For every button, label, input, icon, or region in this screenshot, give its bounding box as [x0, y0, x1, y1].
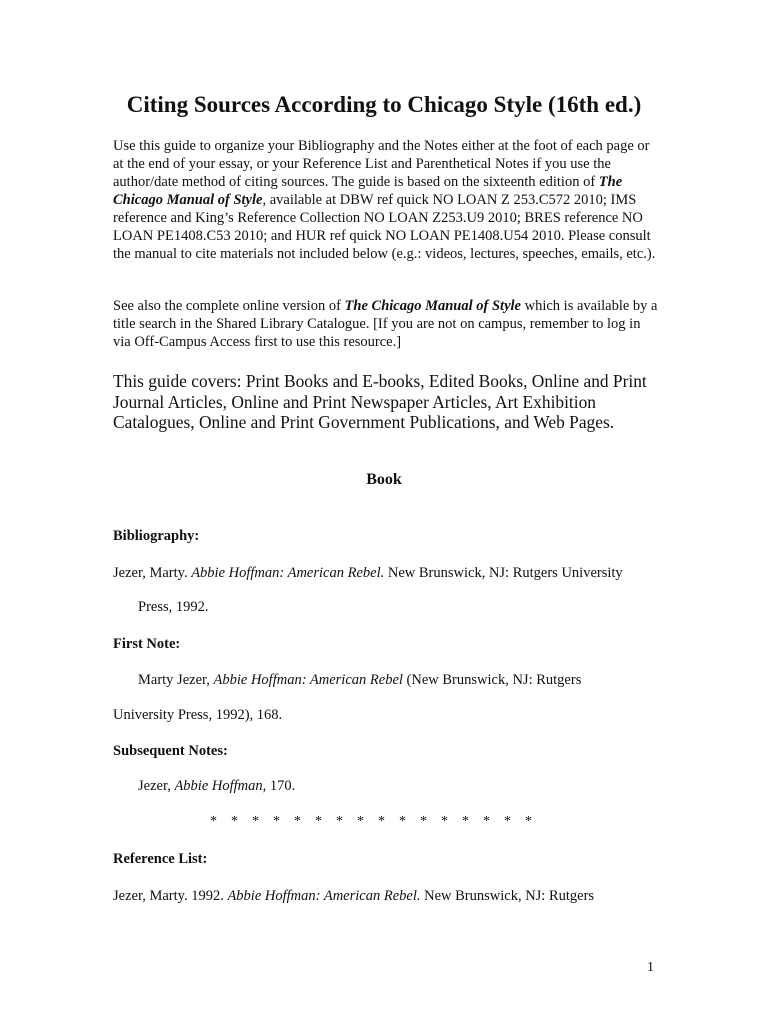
bibliography-entry-title: Abbie Hoffman: American Rebel. [191, 565, 385, 581]
reference-list-label: Reference List: [113, 851, 208, 867]
first-note-publisher: (New Brunswick, NJ: Rutgers [402, 672, 582, 688]
bibliography-label: Bibliography: [113, 528, 200, 544]
see-also-text-2: which is available by a title search in the Shared Library Catalogue. [If you are not on campus, remember to log in via Off-Campus Access first to use this resource.] [113, 298, 658, 350]
first-note-line1 [138, 671, 581, 689]
bibliography-entry-line2: Press, 1992. [138, 599, 209, 615]
bibliography-entry-line1 [113, 564, 623, 582]
guide-covers-paragraph: This guide covers: Print Books and E-books, Edited Books, Online and Print Journal Articles, Online and Print Newspaper Articles, Art Exhibition Catalogues, Online and Print Government Publications, and Web Pages. [113, 371, 647, 432]
see-also-manual-title: The Chicago Manual of Style [344, 298, 521, 314]
intro-text-1: Use this guide to organize your Bibliography and the Notes either at the foot of each page or at the end of your essay, or your Reference List and Parenthetical Notes if you use the author/date method of citing sources. The guide is based on the sixteenth edition of [113, 138, 650, 190]
intro-manual-title: The Chicago Manual of Style [113, 174, 623, 208]
subsequent-note-title: Abbie Hoffman [174, 778, 263, 794]
reference-entry-publisher: New Brunswick, NJ: Rutgers [420, 888, 595, 904]
see-also-paragraph [113, 297, 658, 351]
page-number: 1 [647, 960, 654, 975]
subsequent-note-page: , 170. [262, 778, 296, 794]
section-heading-book: Book [366, 471, 402, 488]
subsequent-note-line [138, 777, 295, 795]
subsequent-notes-label: Subsequent Notes: [113, 743, 228, 759]
first-note-line2: University Press, 1992), 168. [113, 707, 283, 723]
first-note-author: Marty Jezer, [138, 672, 214, 688]
bibliography-entry-author: Jezer, Marty. [113, 565, 192, 581]
intro-paragraph [113, 137, 658, 263]
reference-list-entry-line1 [113, 887, 594, 905]
subsequent-note-author: Jezer, [138, 778, 175, 794]
first-note-label: First Note: [113, 636, 181, 652]
first-note-title: Abbie Hoffman: American Rebel [213, 672, 403, 688]
reference-entry-title: Abbie Hoffman: American Rebel. [227, 888, 421, 904]
reference-entry-author: Jezer, Marty. 1992. [113, 888, 228, 904]
section-separator: * * * * * * * * * * * * * * * * [210, 814, 532, 829]
bibliography-entry-publisher: New Brunswick, NJ: Rutgers University [384, 565, 623, 581]
see-also-text-1: See also the complete online version of [113, 298, 345, 314]
document-title: Citing Sources According to Chicago Style (16th ed.) [126, 92, 642, 117]
intro-text-2: , available at DBW ref quick NO LOAN Z 253.C572 2010; IMS reference and King’s Reference Collection NO LOAN Z253.U9 2010; BRES reference NO LOAN PE1408.C53 2010; and HUR ref quick NO LOAN PE1408.U54 2010. Please consult the manual to cite materials not included below (e.g.: videos, lectures, speeches, emails, etc.). [113, 192, 656, 262]
